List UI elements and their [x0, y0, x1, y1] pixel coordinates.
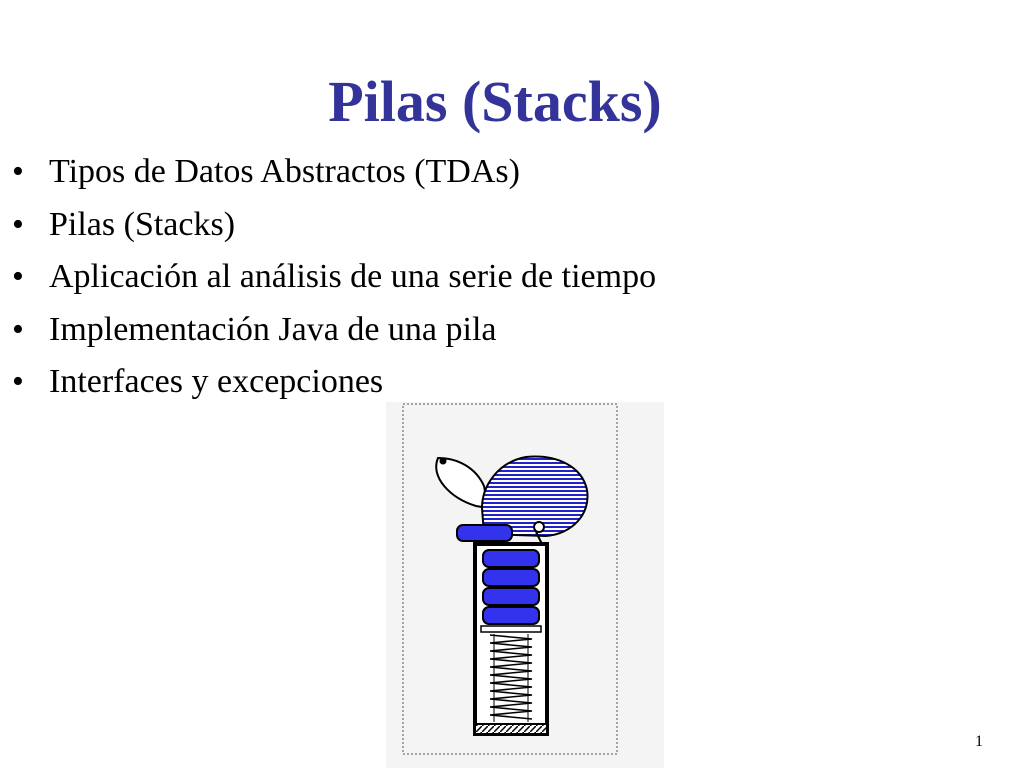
- bullet-item: [12, 251, 656, 304]
- bullet-text: Pilas (Stacks): [49, 205, 236, 243]
- bullet-glyph: •: [12, 310, 24, 348]
- bullet-list: [12, 146, 656, 409]
- stack-block: [483, 607, 539, 624]
- stack-block: [483, 588, 539, 605]
- bullet-text: Interfaces y excepciones: [49, 363, 384, 400]
- bullet-item: [12, 304, 656, 357]
- bullet-glyph: •: [12, 363, 24, 400]
- slide-title: Pilas (Stacks): [328, 69, 662, 134]
- bullet-glyph: •: [12, 153, 24, 190]
- ejected-block: [457, 525, 512, 541]
- stack-illustration: [386, 402, 664, 768]
- lid-knob: [440, 458, 447, 465]
- bullet-item: [12, 146, 656, 199]
- bullet-text: Implementación Java de una pila: [49, 310, 497, 348]
- bullet-text: Tipos de Datos Abstractos (TDAs): [49, 153, 520, 190]
- bullet-item: [12, 356, 656, 409]
- bullet-glyph: •: [12, 258, 24, 295]
- bullet-glyph: •: [12, 205, 24, 243]
- bullet-item: [12, 199, 656, 252]
- dispenser-lid: [436, 458, 488, 508]
- stack-base: [475, 724, 547, 734]
- bullet-text: Aplicación al análisis de una serie de tiempo: [49, 258, 657, 295]
- hinge-icon: [534, 522, 544, 532]
- stack-block: [483, 550, 539, 567]
- spring-platform: [481, 626, 541, 632]
- page-number: 1: [975, 733, 983, 750]
- pez-dispenser-stack-icon: [386, 402, 664, 768]
- stack-block: [483, 569, 539, 586]
